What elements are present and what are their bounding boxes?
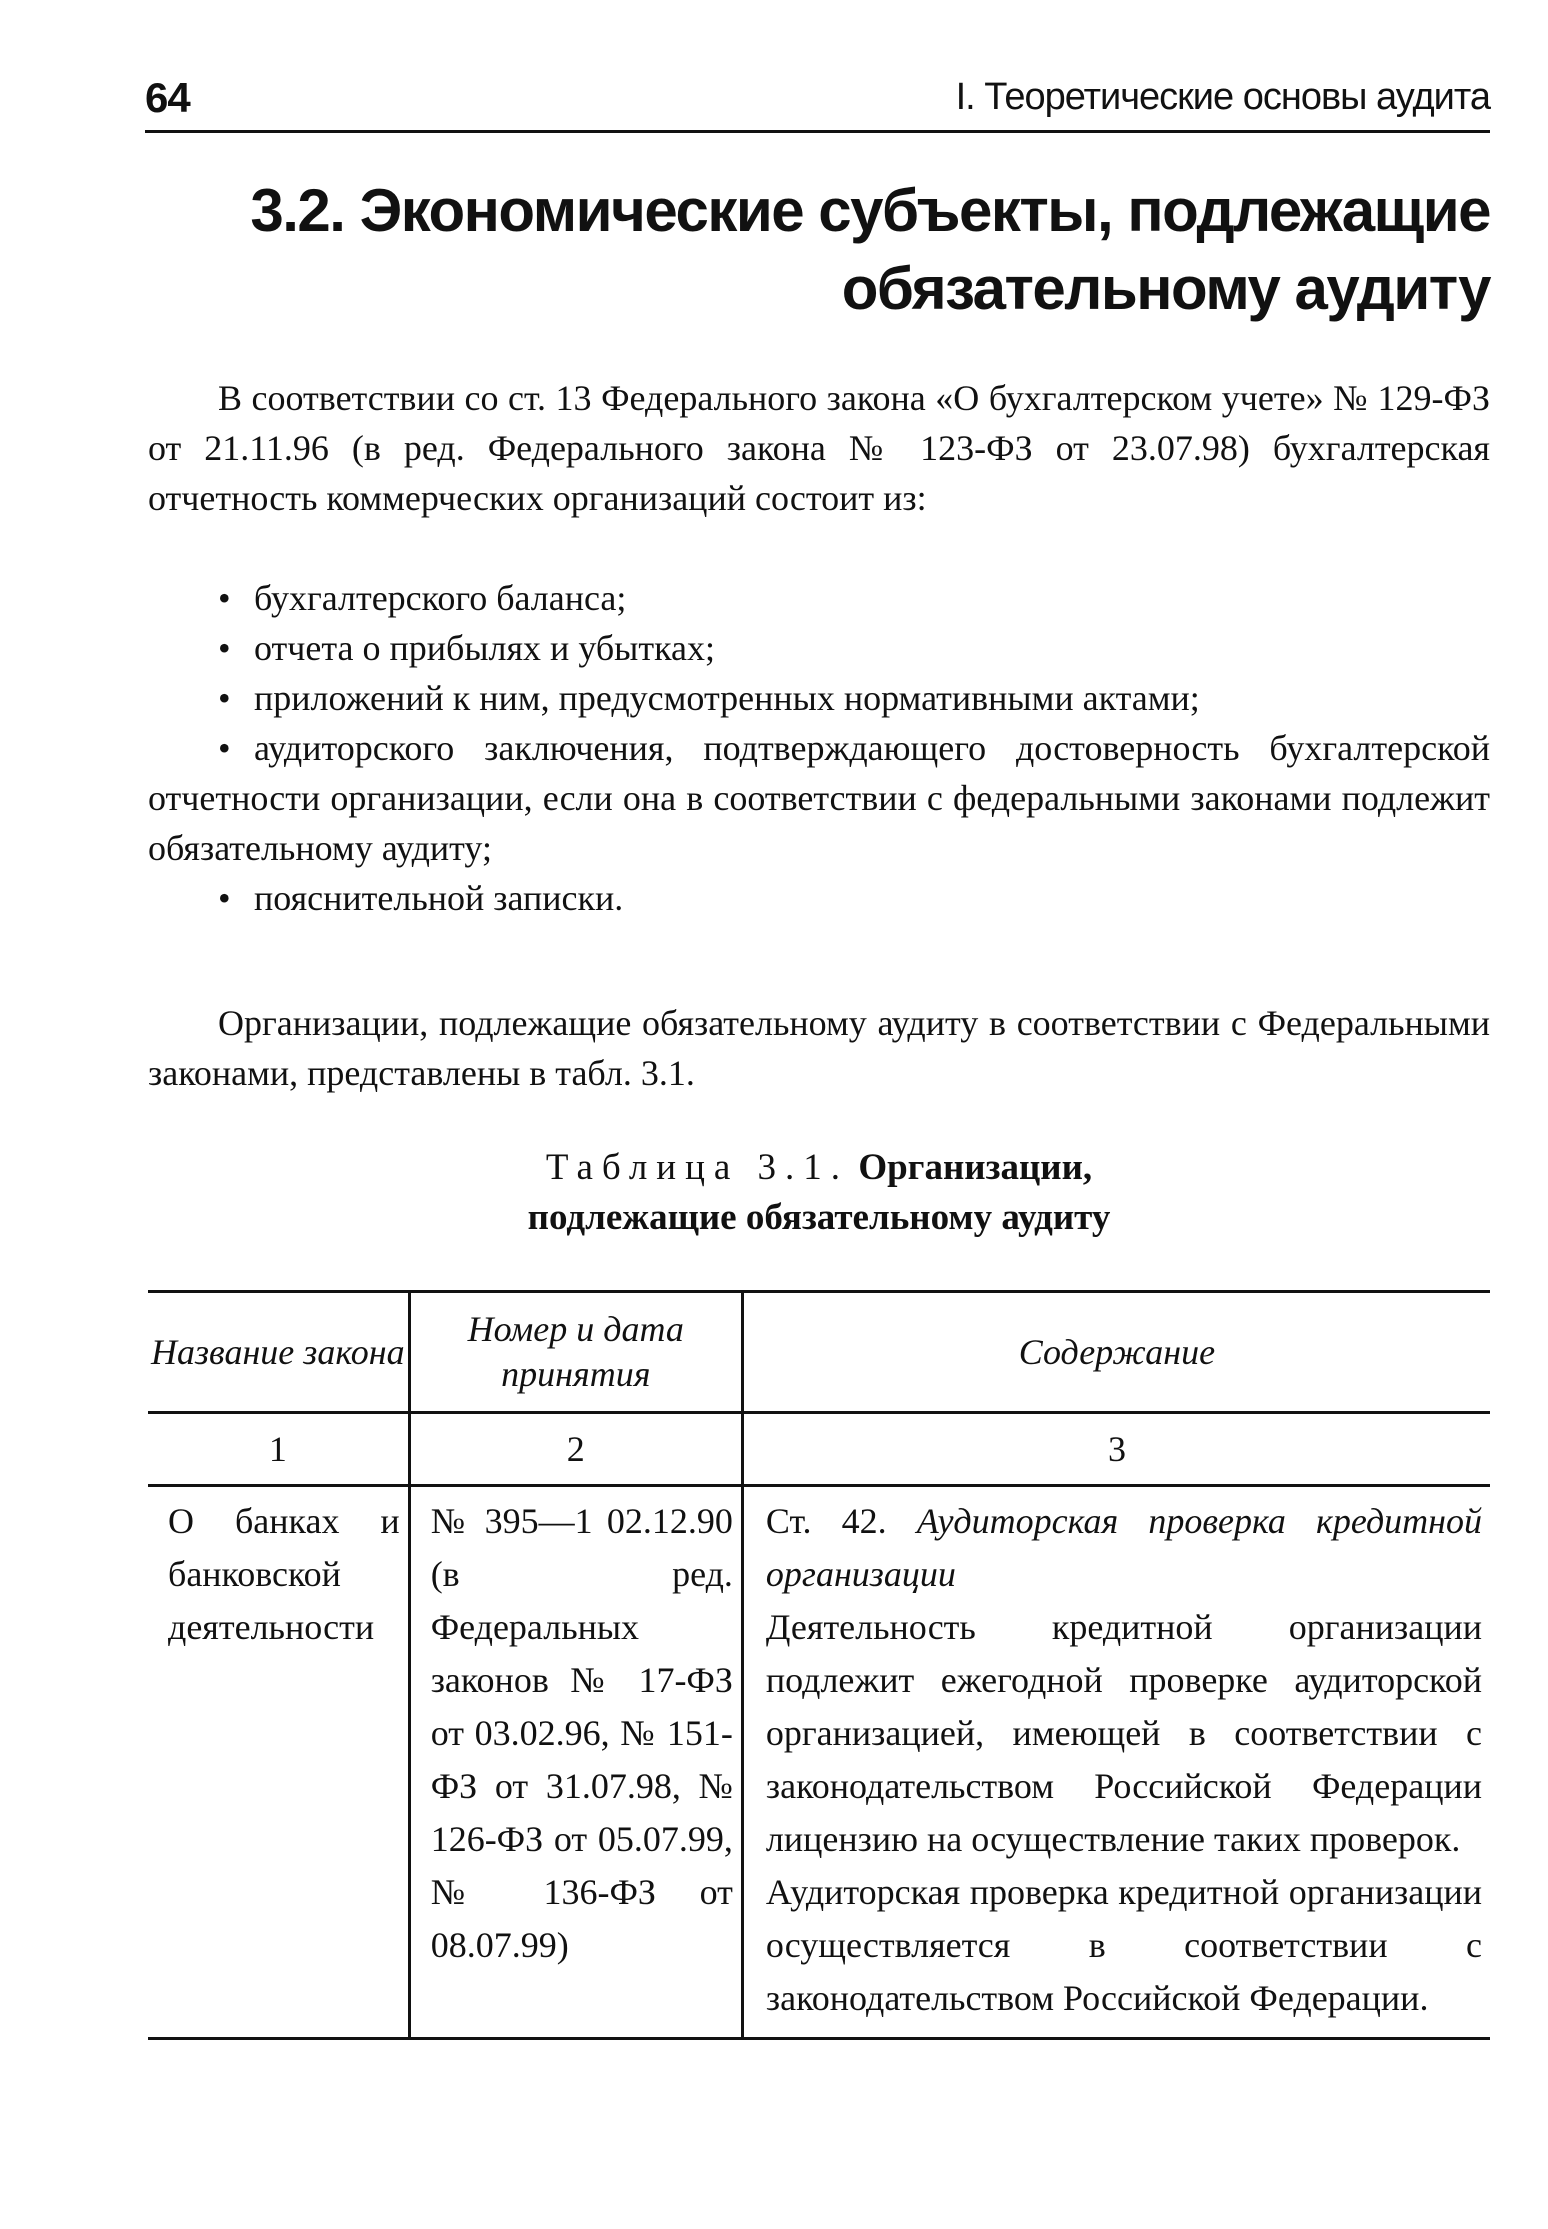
column-number: 2 <box>409 1413 742 1486</box>
column-number-row <box>148 1413 1490 1486</box>
page-number: 64 <box>145 74 190 121</box>
law-name-cell: О банках и банковской деятельности <box>148 1486 409 2039</box>
list-item: • отчета о прибылях и убытках; <box>148 623 1490 673</box>
bullet-icon: • <box>218 578 231 618</box>
running-header <box>145 70 1490 133</box>
bullet-icon: • <box>218 628 231 668</box>
section-title: 3.2. Экономические субъекты, подлежащие обязательному аудиту <box>250 177 1490 322</box>
organizations-table <box>148 1290 1490 2040</box>
bullet-icon: • <box>218 678 231 718</box>
content-cell <box>742 1486 1490 2039</box>
bullet-list <box>148 573 1490 923</box>
header-number-date: Номер и дата принятия <box>409 1292 742 1413</box>
article-title: Аудиторская проверка кредитной организации <box>765 1501 1483 1594</box>
outro-paragraph: Организации, подлежащие обязательному аудиту в соответствии с Федеральными законами, представлены в табл. 3.1. <box>148 1003 1490 1093</box>
list-item: • приложений к ним, предусмотренных нормативными актами; <box>148 673 1490 723</box>
number-date-cell: № 395—1 02.12.90 (в ред. Федеральных законов № 17-ФЗ от 03.02.96, № 151-ФЗ от 31.07.98, № 126-ФЗ от 05.07.99, № 136-ФЗ от 08.07.99) <box>409 1486 742 2039</box>
header-law-name: Название закона <box>148 1292 409 1413</box>
bullet-icon: • <box>218 728 231 768</box>
list-item: • аудиторского заключения, подтверждающего достоверность бухгалтерской отчетности организации, если она в соответствии с федеральными законами подлежит обязательному аудиту; <box>148 723 1490 873</box>
article-prefix: Ст. 42. <box>765 1501 887 1541</box>
running-title: I. Теоретические основы аудита <box>955 76 1490 118</box>
table-header-row <box>148 1292 1490 1413</box>
header-content: Содержание <box>742 1292 1490 1413</box>
article-heading <box>766 1495 1482 1601</box>
bullet-icon: • <box>218 878 231 918</box>
table-row <box>148 1486 1490 2039</box>
column-number: 1 <box>148 1413 409 1486</box>
table-caption <box>148 1143 1490 1243</box>
list-item: • пояснительной записки. <box>148 873 1490 923</box>
column-number: 3 <box>742 1413 1490 1486</box>
table-caption-title-line1: Организации, <box>858 1147 1093 1188</box>
table-caption-title-line2: подлежащие обязательному аудиту <box>527 1197 1111 1238</box>
table-caption-label: Таблица 3.1. <box>545 1147 850 1188</box>
list-item: • бухгалтерского баланса; <box>148 573 1490 623</box>
content-paragraph: Аудиторская проверка кредитной организации осуществляется в соответствии с законодательством Российской Федерации. <box>765 1872 1482 2018</box>
content-paragraph: Деятельность кредитной организации подлежит ежегодной проверке аудиторской организацией, имеющей в соответствии с законодательством Российской Федерации лицензию на осуществление таких проверок. <box>765 1607 1482 1859</box>
intro-paragraph: В соответствии со ст. 13 Федерального закона «О бухгалтерском учете» № 129-ФЗ от 21.11.96 (в ред. Федерального закона № 123-ФЗ от 23.07.98) бухгалтерская отчетность коммерческих организаций состоит из: <box>148 378 1490 518</box>
